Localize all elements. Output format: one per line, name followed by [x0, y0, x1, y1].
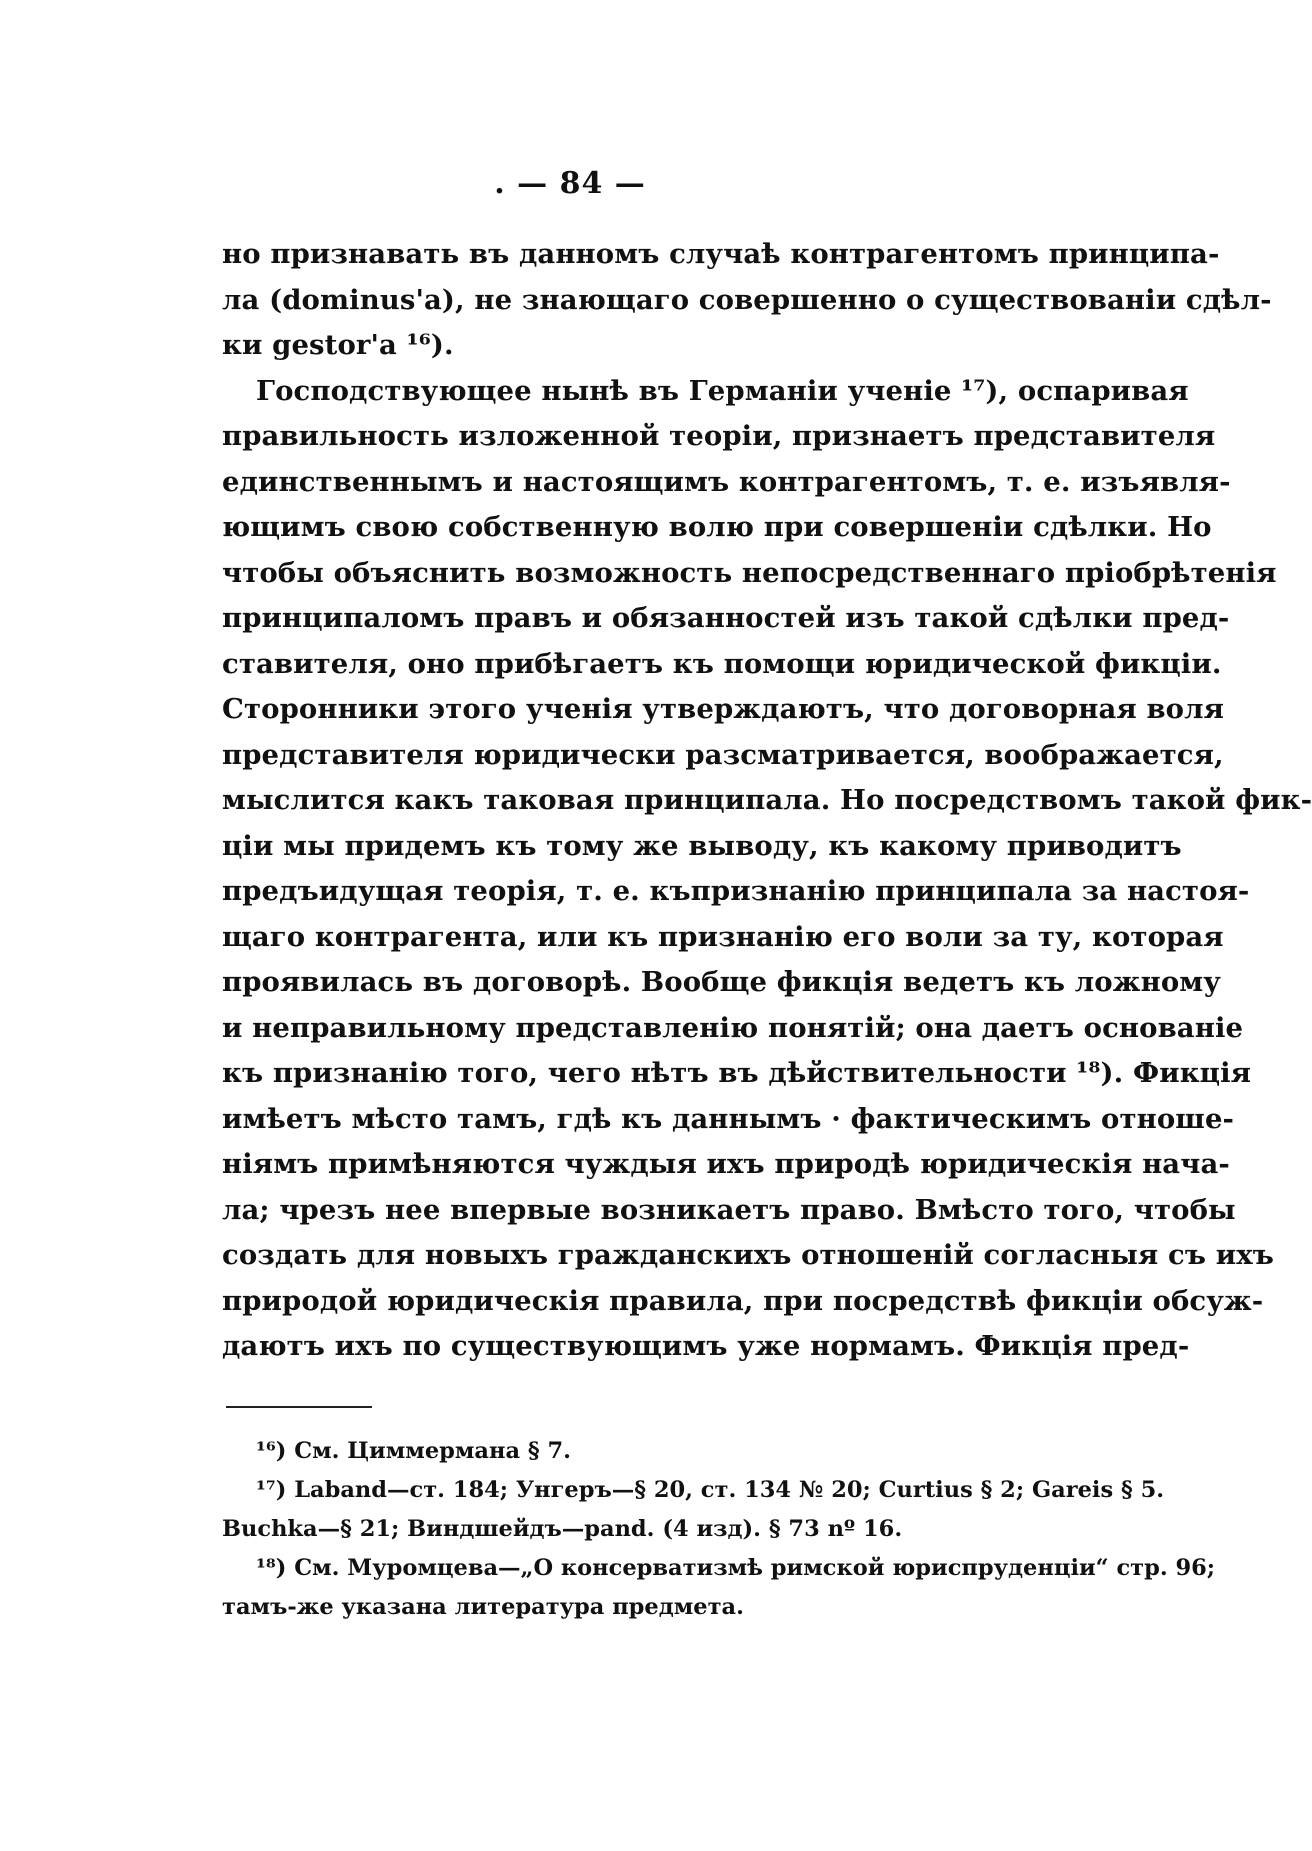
text-line: чтобы объяснить возможность непосредственнаго пріобрѣтенія [222, 556, 1277, 589]
text-line: мыслится какъ таковая принципала. Но посредствомъ такой фик- [222, 784, 1312, 816]
text-line: единственнымъ и настоящимъ контрагентомъ, т. е. изъявля- [222, 465, 1231, 498]
text-line: ставителя, оно прибѣгаетъ къ помощи юридической фикціи. [222, 647, 1222, 680]
footnotes [222, 1432, 1216, 1627]
footnote-line: тамъ-же указана литература предмета. [222, 1594, 744, 1620]
footnote-line: ¹⁷) Laband—ст. 184; Унгеръ—§ 20, ст. 134 № 20; Curtius § 2; Gareis § 5. [256, 1477, 1165, 1503]
text-line: предъидущая теорія, т. е. къпризнанію принципала за настоя- [222, 875, 1250, 907]
text-line: природой юридическія правила, при посредствѣ фикціи обсуж- [222, 1284, 1264, 1317]
text-line: имѣетъ мѣсто тамъ, гдѣ къ даннымъ · фактическимъ отноше- [222, 1102, 1235, 1135]
text-line: щаго контрагента, или къ признанію его воли за ту, которая [222, 920, 1224, 953]
text-line: Сторонники этого ученія утверждаютъ, что договорная воля [222, 693, 1225, 725]
text-line: правильность изложенной теоріи, признаетъ представителя [222, 420, 1216, 452]
footnote-line: ¹⁶) См. Циммермана § 7. [256, 1438, 571, 1464]
text-line: создать для новыхъ гражданскихъ отношеній согласныя съ ихъ [222, 1239, 1274, 1271]
text-line: ціи мы придемъ къ тому же выводу, къ какому приводитъ [222, 829, 1182, 862]
text-line: ющимъ свою собственную волю при совершеніи сдѣлки. Но [222, 511, 1212, 543]
text-line: и неправильному представленію понятій; она даетъ основаніе [222, 1011, 1244, 1044]
text-line: ки gestor'а ¹⁶). [222, 329, 454, 361]
footnote-divider [226, 1406, 372, 1408]
text-line: даютъ ихъ по существующимъ уже нормамъ. Фикція пред- [222, 1330, 1190, 1362]
text-line: ла; чрезъ нее впервые возникаетъ право. Вмѣсто того, чтобы [222, 1193, 1236, 1226]
footnote-line: ¹⁸) См. Муромцева—„О консерватизмѣ римской юриспруденціи“ стр. 96; [256, 1555, 1216, 1581]
text-line: къ признанію того, чего нѣтъ въ дѣйствительности ¹⁸). Фикція [222, 1057, 1252, 1089]
page-number: . — 84 — [494, 166, 646, 201]
text-line: но признавать въ данномъ случаѣ контрагентомъ принципа- [222, 238, 1220, 270]
text-line: принципаломъ правъ и обязанностей изъ такой сдѣлки пред- [222, 602, 1230, 634]
text-line: ла (dominus'а), не знающаго совершенно о существованіи сдѣл- [222, 283, 1272, 316]
text-line: представителя юридически разсматривается, воображается, [222, 738, 1224, 771]
text-line: ніямъ примѣняются чуждыя ихъ природѣ юридическія нача- [222, 1148, 1230, 1180]
text-line: проявилась въ договорѣ. Вообще фикція ведетъ къ ложному [222, 966, 1221, 998]
body-text [222, 232, 1312, 1370]
footnote-line: Buchka—§ 21; Виндшейдъ—pand. (4 изд). § 73 nº 16. [222, 1516, 903, 1542]
text-line: Господствующее нынѣ въ Германіи ученіе ¹⁷), оспаривая [256, 374, 1189, 407]
